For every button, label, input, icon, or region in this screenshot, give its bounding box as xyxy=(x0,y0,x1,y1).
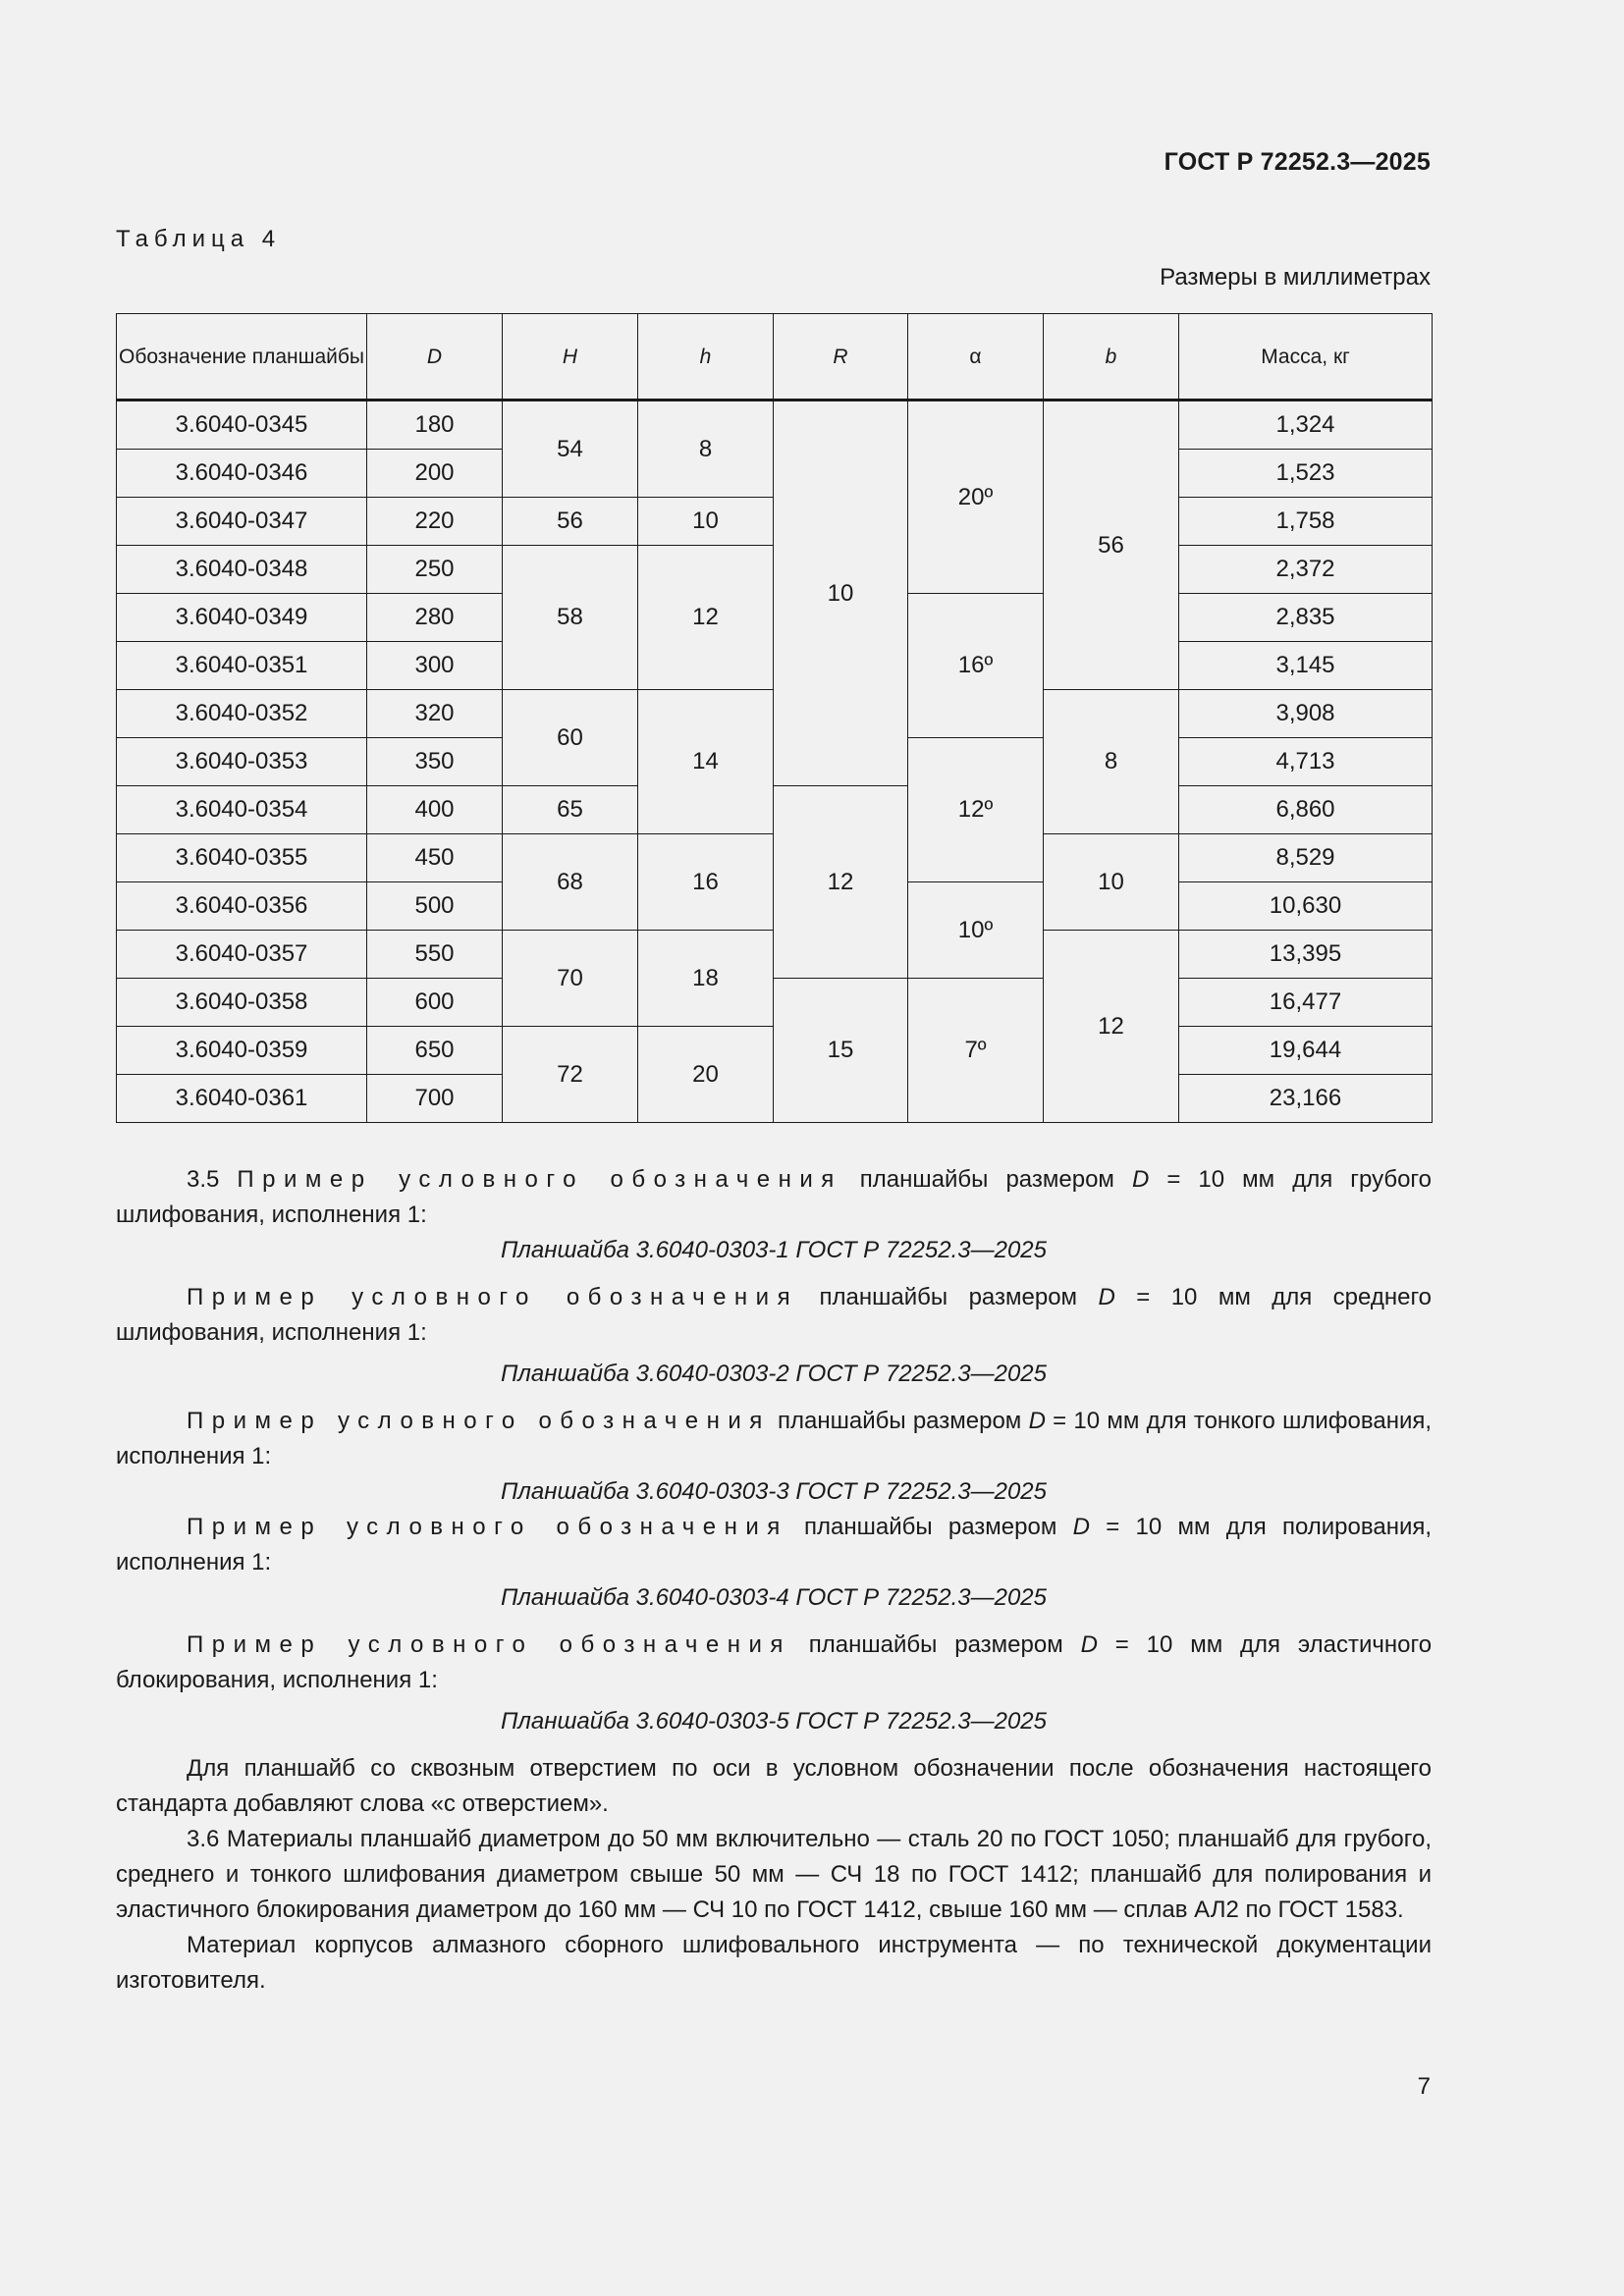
text-fragment: = 10 мм для грубого шлифования, исполнения 1: xyxy=(116,1166,1433,1228)
cell-code: 3.6040-0357 xyxy=(117,931,367,979)
cell-code: 3.6040-0346 xyxy=(117,450,367,498)
cell-H: 58 xyxy=(503,546,638,690)
cell-b: 12 xyxy=(1044,931,1179,1123)
cell-alpha: 10º xyxy=(908,882,1044,979)
cell-code: 3.6040-0348 xyxy=(117,546,367,594)
cell-code: 3.6040-0349 xyxy=(117,594,367,642)
cell-h: 12 xyxy=(638,546,774,690)
text-fragment: планшайбы размером xyxy=(859,1166,1114,1193)
spaced-phrase: Пример условного обозначения xyxy=(187,1631,791,1658)
cell-code: 3.6040-0356 xyxy=(117,882,367,931)
symbol-D: D xyxy=(1072,1514,1090,1540)
cell-D: 200 xyxy=(367,450,503,498)
cell-mass: 4,713 xyxy=(1179,738,1433,786)
text-fragment: = 10 мм для эластичного блокирования, исполнения 1: xyxy=(116,1631,1433,1693)
cell-D: 320 xyxy=(367,690,503,738)
cell-b: 10 xyxy=(1044,834,1179,931)
cell-mass: 3,908 xyxy=(1179,690,1433,738)
example-designation-2: Планшайба 3.6040-0303-2 ГОСТ Р 72252.3—2025 xyxy=(500,1361,1048,1387)
text-fragment: планшайбы размером xyxy=(777,1408,1022,1434)
example-paragraph-4 xyxy=(116,1510,1432,1580)
column-header-code: Обозначение планшайбы xyxy=(117,314,367,400)
cell-D: 180 xyxy=(367,400,503,450)
cell-D: 600 xyxy=(367,979,503,1027)
cell-H: 56 xyxy=(503,498,638,546)
cell-D: 300 xyxy=(367,642,503,690)
column-header-h: h xyxy=(638,314,774,400)
cell-R: 10 xyxy=(774,400,908,786)
table-row xyxy=(117,400,1433,450)
cell-mass: 16,477 xyxy=(1179,979,1433,1027)
column-header-alpha: α xyxy=(908,314,1044,400)
holes-paragraph: Для планшайб со сквозным отверстием по оси в условном обозначении после обозначения настоящего стандарта добавляют слова «с отверстием». xyxy=(116,1755,1432,1817)
cell-h: 18 xyxy=(638,931,774,1027)
spaced-phrase: Пример условного обозначения xyxy=(187,1408,771,1434)
cell-D: 650 xyxy=(367,1027,503,1075)
cell-code: 3.6040-0351 xyxy=(117,642,367,690)
column-header-R: R xyxy=(774,314,908,400)
cell-mass: 8,529 xyxy=(1179,834,1433,882)
table-caption: Таблица 4 xyxy=(116,226,282,252)
text-fragment: = 10 мм для тонкого шлифования, исполнения 1: xyxy=(116,1408,1433,1469)
example-designation-3: Планшайба 3.6040-0303-3 ГОСТ Р 72252.3—2025 xyxy=(500,1478,1048,1505)
table-row xyxy=(117,786,1433,834)
text-fragment: = 10 мм для среднего шлифования, исполнения 1: xyxy=(116,1284,1433,1346)
cell-code: 3.6040-0345 xyxy=(117,400,367,450)
cell-D: 400 xyxy=(367,786,503,834)
cell-D: 350 xyxy=(367,738,503,786)
cell-code: 3.6040-0361 xyxy=(117,1075,367,1123)
cell-H: 68 xyxy=(503,834,638,931)
dimensions-table xyxy=(116,313,1433,1123)
cell-mass: 19,644 xyxy=(1179,1027,1433,1075)
cell-code: 3.6040-0353 xyxy=(117,738,367,786)
table-row xyxy=(117,979,1433,1027)
paragraph-3-6: 3.6 Материалы планшайб диаметром до 50 мм включительно — сталь 20 по ГОСТ 1050; планшайб для грубого, среднего и тонкого шлифования диаметром свыше 50 мм — СЧ 18 по ГОСТ 1412; планшайб для полирования и эластичного блокирования диаметром до 160 мм — СЧ 10 по ГОСТ 1412, свыше 160 мм — сплав АЛ2 по ГОСТ 1583. xyxy=(116,1826,1432,1923)
cell-R: 12 xyxy=(774,786,908,979)
page-number: 7 xyxy=(1417,2073,1431,2100)
symbol-D: D xyxy=(1028,1408,1046,1434)
spaced-phrase: Пример условного обозначения xyxy=(187,1514,788,1540)
cell-H: 70 xyxy=(503,931,638,1027)
column-header-mass: Масса, кг xyxy=(1179,314,1433,400)
cell-code: 3.6040-0355 xyxy=(117,834,367,882)
cell-code: 3.6040-0358 xyxy=(117,979,367,1027)
column-header-D: D xyxy=(367,314,503,400)
symbol-D: D xyxy=(1098,1284,1115,1310)
units-note: Размеры в миллиметрах xyxy=(1160,264,1431,291)
symbol-D: D xyxy=(1131,1166,1150,1193)
cell-H: 54 xyxy=(503,400,638,498)
cell-D: 250 xyxy=(367,546,503,594)
cell-alpha: 7º xyxy=(908,979,1044,1123)
cell-D: 220 xyxy=(367,498,503,546)
example-paragraph-2 xyxy=(116,1280,1432,1351)
material-paragraph: Материал корпусов алмазного сборного шлифовального инструмента — по технической документации изготовителя. xyxy=(116,1932,1432,1994)
cell-mass: 23,166 xyxy=(1179,1075,1433,1123)
paragraph-3-5 xyxy=(116,1162,1432,1233)
cell-code: 3.6040-0354 xyxy=(117,786,367,834)
cell-mass: 2,835 xyxy=(1179,594,1433,642)
cell-h: 16 xyxy=(638,834,774,931)
clause-number: 3.5 xyxy=(187,1166,220,1193)
example-designation-5: Планшайба 3.6040-0303-5 ГОСТ Р 72252.3—2025 xyxy=(500,1708,1048,1735)
cell-H: 72 xyxy=(503,1027,638,1123)
cell-h: 8 xyxy=(638,400,774,498)
cell-H: 65 xyxy=(503,786,638,834)
cell-H: 60 xyxy=(503,690,638,786)
cell-R: 15 xyxy=(774,979,908,1123)
column-header-b: b xyxy=(1044,314,1179,400)
cell-h: 20 xyxy=(638,1027,774,1123)
cell-h: 14 xyxy=(638,690,774,834)
cell-mass: 1,523 xyxy=(1179,450,1433,498)
cell-D: 450 xyxy=(367,834,503,882)
cell-D: 700 xyxy=(367,1075,503,1123)
cell-alpha: 20º xyxy=(908,400,1044,594)
cell-b: 56 xyxy=(1044,400,1179,690)
table-header-row xyxy=(117,314,1433,400)
cell-mass: 1,324 xyxy=(1179,400,1433,450)
text-fragment: = 10 мм для полирования, исполнения 1: xyxy=(116,1514,1433,1575)
cell-h: 10 xyxy=(638,498,774,546)
example-designation-1: Планшайба 3.6040-0303-1 ГОСТ Р 72252.3—2025 xyxy=(500,1237,1048,1263)
text-fragment: планшайбы размером xyxy=(808,1631,1063,1658)
cell-D: 500 xyxy=(367,882,503,931)
document-id-header: ГОСТ Р 72252.3—2025 xyxy=(1164,148,1431,176)
spaced-phrase: Пример условного обозначения xyxy=(237,1166,842,1193)
cell-mass: 10,630 xyxy=(1179,882,1433,931)
example-paragraph-3 xyxy=(116,1404,1432,1474)
cell-mass: 13,395 xyxy=(1179,931,1433,979)
spaced-phrase: Пример условного обозначения xyxy=(187,1284,799,1310)
column-header-H: H xyxy=(503,314,638,400)
cell-mass: 3,145 xyxy=(1179,642,1433,690)
cell-alpha: 16º xyxy=(908,594,1044,738)
example-paragraph-5 xyxy=(116,1628,1432,1698)
symbol-D: D xyxy=(1080,1631,1098,1658)
cell-b: 8 xyxy=(1044,690,1179,834)
cell-mass: 2,372 xyxy=(1179,546,1433,594)
example-designation-4: Планшайба 3.6040-0303-4 ГОСТ Р 72252.3—2025 xyxy=(500,1584,1048,1611)
cell-D: 550 xyxy=(367,931,503,979)
cell-D: 280 xyxy=(367,594,503,642)
cell-code: 3.6040-0359 xyxy=(117,1027,367,1075)
cell-code: 3.6040-0352 xyxy=(117,690,367,738)
cell-mass: 1,758 xyxy=(1179,498,1433,546)
cell-code: 3.6040-0347 xyxy=(117,498,367,546)
cell-mass: 6,860 xyxy=(1179,786,1433,834)
body-text xyxy=(116,1162,1432,1999)
text-fragment: планшайбы размером xyxy=(804,1514,1057,1540)
cell-alpha: 12º xyxy=(908,738,1044,882)
text-fragment: планшайбы размером xyxy=(819,1284,1078,1310)
